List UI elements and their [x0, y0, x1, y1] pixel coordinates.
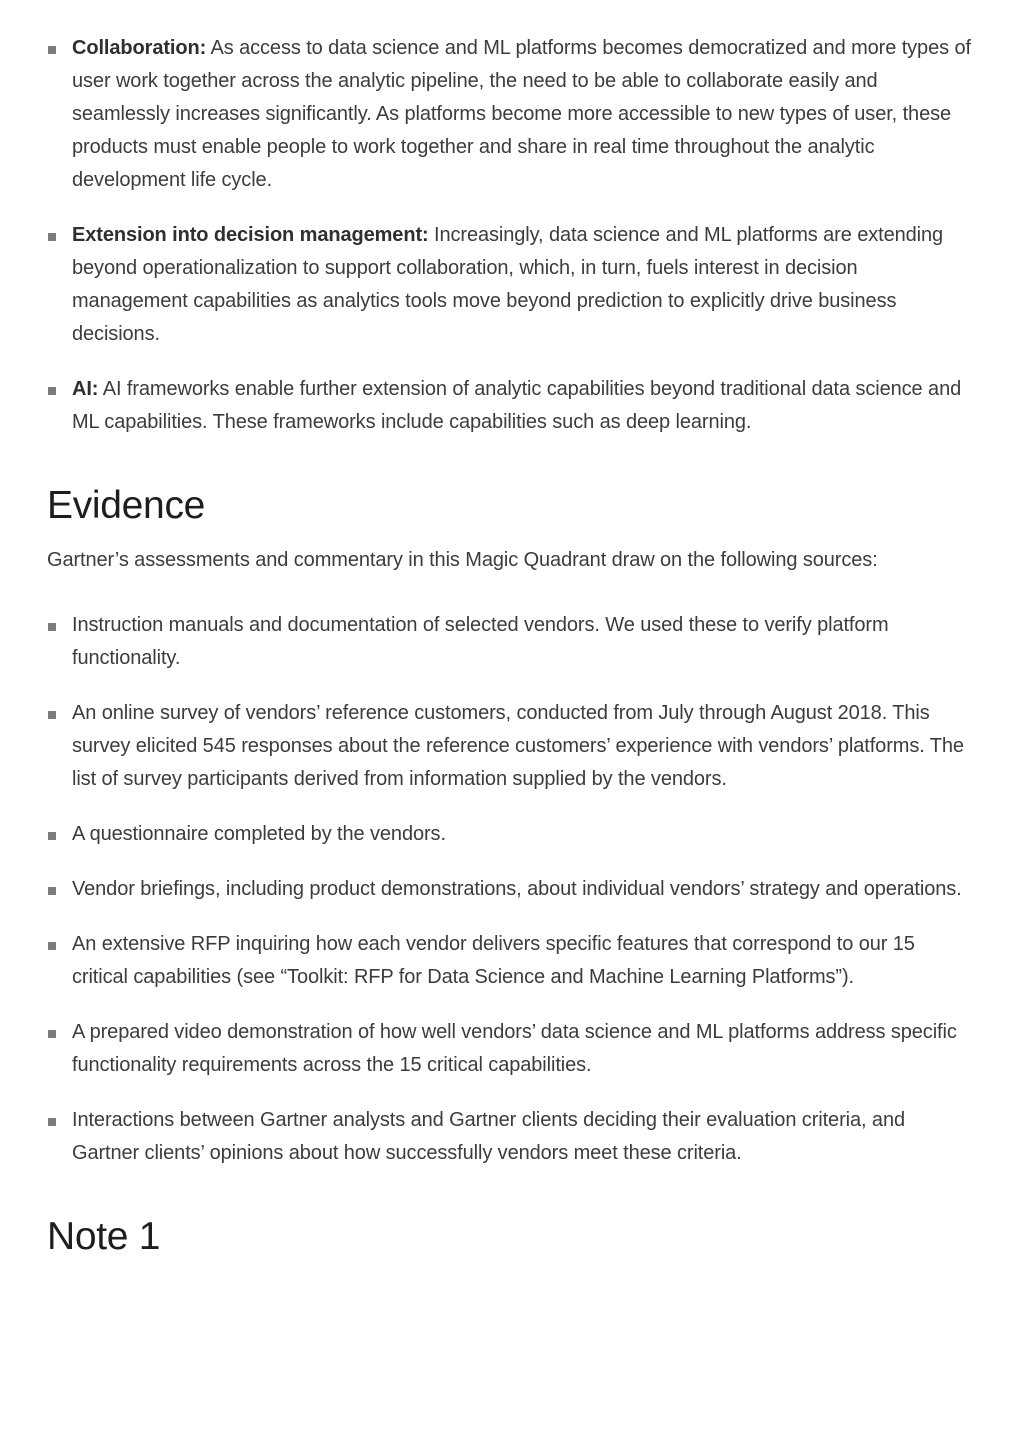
- list-item-text: A prepared video demonstration of how well vendors’ data science and ML platforms address specific functionality requirements across the 15 critical capabilities.: [72, 1021, 957, 1076]
- list-item-term: Extension into decision management:: [72, 224, 429, 246]
- trends-list: [47, 0, 972, 439]
- section-heading-note-1: Note 1: [47, 1215, 161, 1258]
- list-item-source: [47, 697, 972, 796]
- list-item-text: Instruction manuals and documentation of selected vendors. We used these to verify platform functionality.: [72, 614, 889, 669]
- square-bullet-icon: [48, 623, 56, 631]
- list-item-source: [47, 609, 972, 675]
- square-bullet-icon: [48, 711, 56, 719]
- evidence-sources-list: [47, 609, 972, 1170]
- list-item-source: [47, 928, 972, 994]
- square-bullet-icon: [48, 233, 56, 241]
- list-item-source: [47, 818, 972, 851]
- list-item-source: [47, 1104, 972, 1170]
- list-item-text: Increasingly, data science and ML platforms are extending beyond operationalization to support collaboration, which, in turn, fuels interest in decision management capabilities as analytics tools move beyond prediction to explicitly drive business decisions.: [72, 224, 944, 345]
- list-item-source: [47, 873, 972, 906]
- list-item-collaboration: [47, 32, 972, 197]
- list-item-text: A questionnaire completed by the vendors.: [72, 823, 446, 845]
- square-bullet-icon: [48, 887, 56, 895]
- square-bullet-icon: [48, 387, 56, 395]
- evidence-intro-paragraph: Gartner’s assessments and commentary in this Magic Quadrant draw on the following sources:: [47, 549, 878, 571]
- list-item-ai: [47, 373, 972, 439]
- square-bullet-icon: [48, 942, 56, 950]
- list-item-term: AI:: [72, 378, 99, 400]
- list-item-source: [47, 1016, 972, 1082]
- square-bullet-icon: [48, 1118, 56, 1126]
- square-bullet-icon: [48, 46, 56, 54]
- list-item-text: An extensive RFP inquiring how each vendor delivers specific features that correspond to our 15 critical capabilities (see “Toolkit: RFP for Data Science and Machine Learning Platforms”).: [72, 933, 915, 988]
- list-item-decision-management: [47, 219, 972, 351]
- section-heading-evidence: Evidence: [47, 484, 206, 527]
- list-item-text: An online survey of vendors’ reference customers, conducted from July through August 2018. This survey elicited 545 responses about the reference customers’ experience with vendors’ platforms. The list of survey participants derived from information supplied by the vendors.: [72, 702, 964, 790]
- list-item-text: As access to data science and ML platforms becomes democratized and more types of user work together across the analytic pipeline, the need to be able to collaborate easily and seamlessly increases significantly. As platforms become more accessible to new types of user, these products must enable people to work together and share in real time throughout the analytic development life cycle.: [72, 37, 971, 191]
- list-item-text: Interactions between Gartner analysts and Gartner clients deciding their evaluation criteria, and Gartner clients’ opinions about how successfully vendors meet these criteria.: [72, 1109, 905, 1164]
- square-bullet-icon: [48, 1030, 56, 1038]
- list-item-term: Collaboration:: [72, 37, 207, 59]
- list-item-text: Vendor briefings, including product demonstrations, about individual vendors’ strategy and operations.: [72, 878, 962, 900]
- list-item-text: AI frameworks enable further extension of analytic capabilities beyond traditional data science and ML capabilities. These frameworks include capabilities such as deep learning.: [72, 378, 962, 433]
- square-bullet-icon: [48, 832, 56, 840]
